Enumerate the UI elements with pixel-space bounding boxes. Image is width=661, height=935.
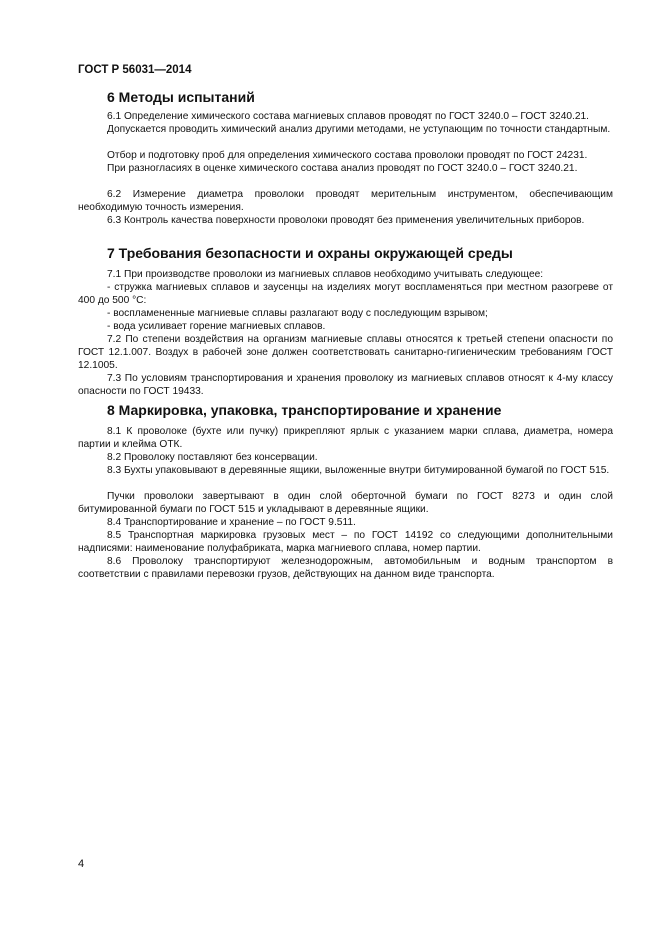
page-number: 4 (78, 858, 85, 870)
paragraph-6-1-note: Допускается проводить химический анализ другими методами, не уступающим по точности стандартным. (107, 124, 611, 135)
section-6-title: 6 Методы испытаний (107, 89, 255, 105)
paragraph-6-3: 6.3 Контроль качества поверхности проволоки проводят без применения увеличительных приборов. (107, 215, 585, 226)
section-8-title: 8 Маркировка, упаковка, транспортирование и хранение (107, 402, 502, 418)
paragraph-8-6: 8.6 Проволоку транспортируют железнодорожным, автомобильным и водным транспортом в соответствии с правилами перевозки грузов, действующих на данном виде транспорта. (78, 556, 613, 581)
paragraph-8-1: 8.1 К проволоке (бухте или пучку) прикрепляют ярлык с указанием марки сплава, диаметра, номера партии и клейма ОТК. (78, 426, 613, 451)
paragraph-7-1: 7.1 При производстве проволоки из магниевых сплавов необходимо учитывать следующее: (107, 269, 544, 280)
paragraph-8-3-bundles: Пучки проволоки завертывают в один слой оберточной бумаги по ГОСТ 8273 и один слой битумированной бумаги по ГОСТ 515 и укладывают в деревянные ящики. (78, 491, 613, 516)
paragraph-7-2: 7.2 По степени воздействия на организм магниевые сплавы относятся к третьей степени опасности по ГОСТ 12.1.007. Воздух в рабочей зоне должен соответствовать санитарно-гигиеническим требованиям ГОСТ 12.1005. (78, 334, 613, 372)
paragraph-8-5: 8.5 Транспортная маркировка грузовых мест – по ГОСТ 14192 со следующими дополнительными надписями: наименование полуфабриката, марка магниевого сплава, номер партии. (78, 530, 613, 555)
document-header: ГОСТ Р 56031—2014 (78, 64, 192, 76)
paragraph-8-4: 8.4 Транспортирование и хранение – по ГОСТ 9.511. (107, 517, 356, 528)
paragraph-6-1: 6.1 Определение химического состава магниевых сплавов проводят по ГОСТ 3240.0 – ГОСТ 3240.21. (107, 111, 590, 122)
paragraph-7-1-item-2: - воспламененные магниевые сплавы разлагают воду с последующим взрывом; (107, 308, 488, 319)
paragraph-6-1-sampling: Отбор и подготовку проб для определения химического состава проволоки проводят по ГОСТ 24231. (107, 150, 588, 161)
paragraph-7-1-item-3: - вода усиливает горение магниевых сплавов. (107, 321, 326, 332)
paragraph-6-1-disputes: При разногласиях в оценке химического состава анализ проводят по ГОСТ 3240.0 – ГОСТ 3240.21. (107, 163, 578, 174)
paragraph-7-3: 7.3 По условиям транспортирования и хранения проволоку из магниевых сплавов относят к 4-му классу опасности по ГОСТ 19433. (78, 373, 613, 398)
paragraph-8-3: 8.3 Бухты упаковывают в деревянные ящики, выложенные внутри битумированной бумагой по ГОСТ 515. (107, 465, 610, 476)
paragraph-8-2: 8.2 Проволоку поставляют без консервации. (107, 452, 318, 463)
paragraph-7-1-item-1: - стружка магниевых сплавов и заусенцы на изделиях могут воспламеняться при местном разогреве от 400 до 500 °С: (78, 282, 613, 307)
paragraph-6-2: 6.2 Измерение диаметра проволоки проводят мерительным инструментом, обеспечивающим необходимую точность измерения. (78, 189, 613, 214)
section-7-title: 7 Требования безопасности и охраны окружающей среды (107, 245, 513, 261)
